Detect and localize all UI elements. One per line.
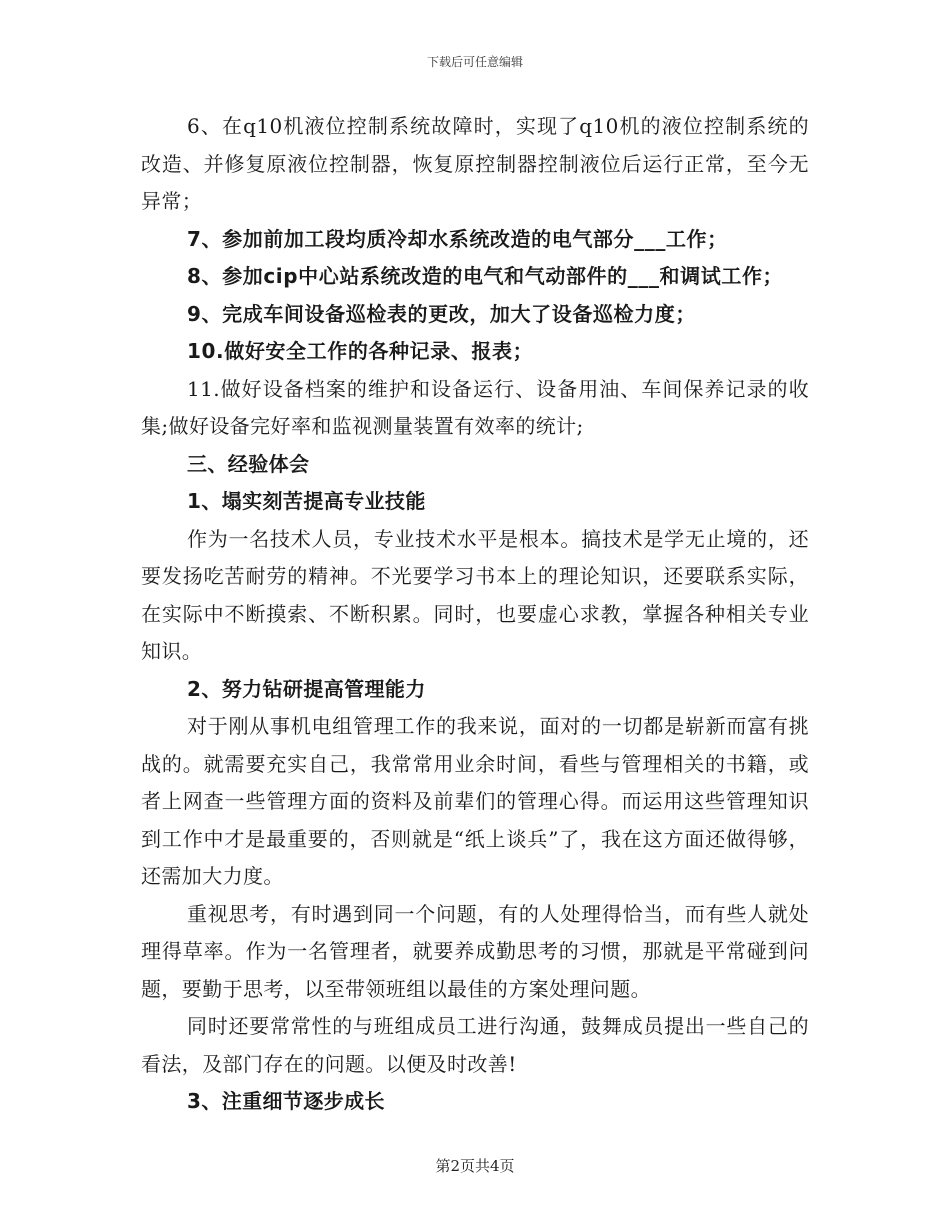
list-item-9: 9、完成车间设备巡检表的更改，加大了设备巡检力度； xyxy=(187,301,696,326)
subsection-title-3: 3、注重细节逐步成长 xyxy=(187,1089,385,1113)
list-item-7: 7、参加前加工段均质冷却水系统改造的电气部分___工作； xyxy=(187,226,728,251)
list-item-11: 11.做好设备档案的维护和设备运行、设备用油、车间保养记录的收集;做好设备完好率和监视测量装置有效率的统计; xyxy=(141,376,809,438)
list-item-8: 8、参加cip中心站系统改造的电气和气动部件的___和调试工作； xyxy=(187,264,784,288)
subsection-2-paragraph-2: 重视思考，有时遇到同一个问题，有的人处理得恰当，而有些人就处理得草率。作为一名管理者，就要养成勤思考的习惯，那就是平常碰到问题，要勤于思考，以至带领班组以最佳的方案处理问题。 xyxy=(141,901,809,1001)
list-item-10: 10.做好安全工作的各种记录、报表； xyxy=(187,339,534,363)
page-footer: 第2页共4页 xyxy=(435,1157,515,1175)
subsection-2-paragraph-1: 对于刚从事机电组管理工作的我来说，面对的一切都是崭新而富有挑战的。就需要充实自己，我常常用业余时间，看些与管理相关的书籍，或者上网查一些管理方面的资料及前辈们的管理心得。而运用这些管理知识到工作中才是最重要的，否则就是“纸上谈兵”了，我在这方面还做得够，还需加大力度。 xyxy=(141,714,809,888)
subsection-title-1: 1、塌实刻苦提高专业技能 xyxy=(187,489,426,513)
subsection-1-paragraph: 作为一名技术人员，专业技术水平是根本。搞技术是学无止境的，还要发扬吃苦耐劳的精神。不光要学习书本上的理论知识，还要联系实际，在实际中不断摸索、不断积累。同时，也要虚心求教，掌握各种相关专业知识。 xyxy=(141,526,809,663)
subsection-title-2: 2、努力钻研提高管理能力 xyxy=(187,676,426,701)
list-item-6: 6、在q10机液位控制系统故障时，实现了q10机的液位控制系统的改造、并修复原液位控制器，恢复原控制器控制液位后运行正常，至今无异常； xyxy=(141,114,809,213)
section-title: 三、经验体会 xyxy=(187,451,310,476)
document-body xyxy=(141,108,809,1121)
page-header: 下载后可任意编辑 xyxy=(426,55,523,69)
subsection-2-paragraph-3: 同时还要常常性的与班组成员工进行沟通，鼓舞成员提出一些自己的看法，及部门存在的问题。以便及时改善! xyxy=(141,1014,809,1076)
